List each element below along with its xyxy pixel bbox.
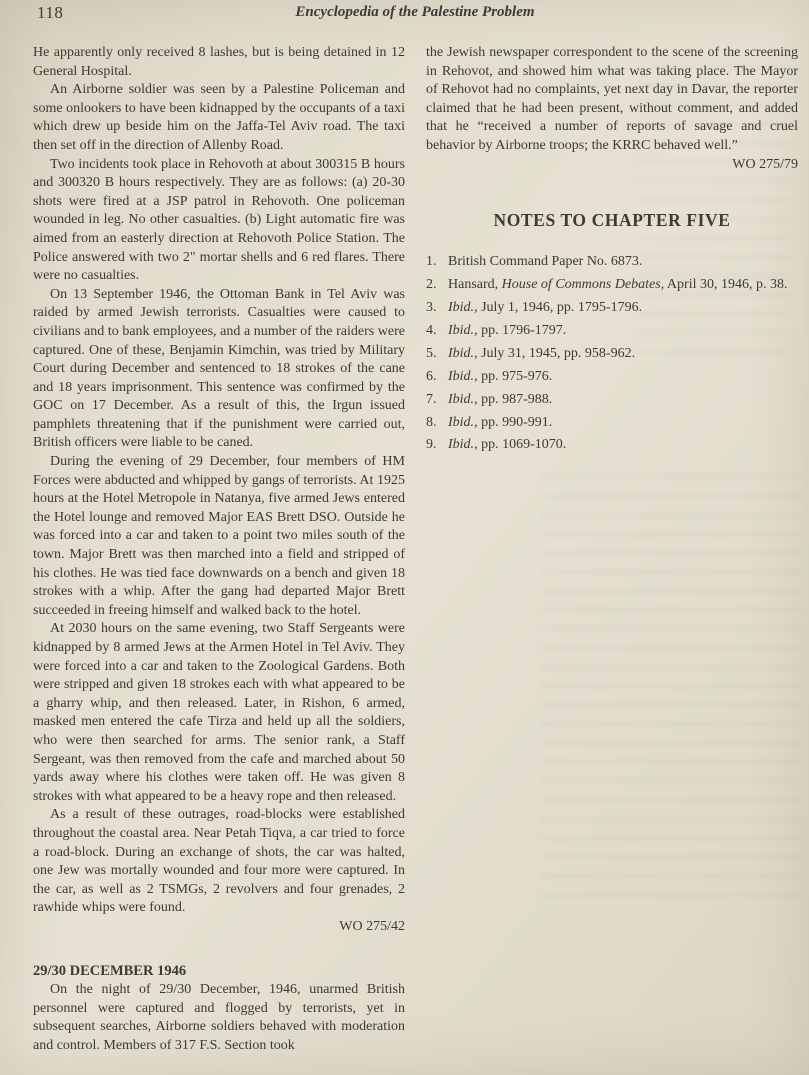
- note-text: [448, 436, 798, 454]
- note-item: [426, 253, 798, 271]
- note-number: 4.: [426, 322, 437, 338]
- paragraph: An Airborne soldier was seen by a Palestine Policeman and some onlookers to have been kidnapped by the occupants of a taxi which drew up beside him on the Jaffa-Tel Aviv road. The taxi then set off in the direction of Allenby Road.: [33, 82, 405, 153]
- note-item: [426, 436, 798, 454]
- note-item: [426, 322, 798, 340]
- note-item: [426, 345, 798, 363]
- paragraph: the Jewish newspaper correspondent to the scene of the screening in Rehovot, and showed him what was taking place. The Mayor of Rehovot had no complaints, yet next day in Davar, the reporter claimed that he had been present, without comment, and added that he “received a number of reports of savage and cruel behavior by Airborne troops; the KRRC behaved well.”: [426, 45, 798, 153]
- note-number: 3.: [426, 299, 437, 315]
- note-text-italic-segment: House of Commons Debates: [501, 277, 661, 293]
- note-text-italic-segment: Ibid.: [448, 391, 475, 407]
- left-column: [33, 44, 405, 1055]
- note-number: 5.: [426, 345, 437, 361]
- note-text-italic-segment: Ibid.: [448, 437, 475, 453]
- note-text-segment: , pp. 990-991.: [474, 414, 553, 430]
- note-text: [448, 276, 798, 294]
- paragraph: On 13 September 1946, the Ottoman Bank in Tel Aviv was raided by armed Jewish terrorists. Casualties were caused to civilians and to bank employees, and a number of the raiders were captured. One of these, Benjamin Kimchin, was tried by Military Court during December and sentenced to 18 strokes of the cane and 18 years imprisonment. This sentence was confirmed by the GOC on 17 December. As a result of this, the Irgun issued pamphlets threatening that if the punishment were carried out, British officers were liable to be caned.: [33, 286, 405, 451]
- note-text-segment: , pp. 1069-1070.: [474, 437, 567, 453]
- note-text-segment: , pp. 987-988.: [474, 391, 553, 407]
- note-text-segment: Hansard,: [448, 277, 502, 293]
- note-text-segment: British Command Paper No. 6873.: [448, 254, 643, 270]
- right-column: [426, 44, 798, 1055]
- paragraph: During the evening of 29 December, four members of HM Forces were abducted and whipped by gangs of terrorists. At 1925 hours at the Hotel Metropole in Natanya, five armed Jews entered the Hotel lounge and removed Major EAS Brett DSO. Outside he was forced into a car and taken to a point two miles south of the town. Major Brett was then marched into a field and stripped of his clothes. He was tied face downwards on a bench and given 18 strokes with a whip. After the gang had departed Major Brett succeeded in freeing himself and walked back to the hotel.: [33, 454, 405, 618]
- note-number: 1.: [426, 254, 437, 270]
- note-text-italic-segment: Ibid.: [448, 322, 475, 338]
- note-text-segment: , July 1, 1946, pp. 1795-1796.: [474, 299, 643, 315]
- note-item: [426, 414, 798, 432]
- note-text: [448, 391, 798, 409]
- paragraph: Two incidents took place in Rehovoth at about 300315 B hours and 300320 B hours respectively. They are as follows: (a) 20-30 shots were fired at a JSP patrol in Rehovoth. One policeman wounded in leg. No other casualties. (b) Light automatic fire was aimed from an easterly direction at Rehovoth Police Station. The Police answered with two 2" mortar shells and 6 red flares. There were no casualties.: [33, 156, 405, 284]
- running-title: Encyclopedia of the Palestine Problem: [295, 4, 535, 20]
- note-text-italic-segment: Ibid.: [448, 345, 475, 361]
- note-text-segment: , pp. 975-976.: [474, 368, 553, 384]
- note-number: 8.: [426, 414, 437, 430]
- note-text: [448, 345, 798, 363]
- note-text: [448, 322, 798, 340]
- note-number: 9.: [426, 437, 437, 453]
- note-text-segment: , July 31, 1945, pp. 958-962.: [474, 345, 636, 361]
- note-text: [448, 253, 798, 271]
- source-citation: WO 275/79: [732, 156, 798, 172]
- note-number: 6.: [426, 368, 437, 384]
- paragraph: At 2030 hours on the same evening, two Staff Sergeants were kidnapped by 8 armed Jews at the Armen Hotel in Tel Aviv. They were forced into a car and taken to the Zoological Gardens. Both were stripped and given 18 strokes each with what appeared to be a gharry whip, and then released. Later, in Rishon, 6 armed, masked men entered the cafe Tirza and held up all the soldiers, who were then searched for arms. The senior rank, a Staff Sergeant, was then removed from the cafe and marched about 50 yards away where his clothes were taken off. He was given 8 strokes with what appeared to be a heavy rope and then released.: [33, 621, 405, 804]
- note-item: [426, 368, 798, 386]
- note-text-segment: , April 30, 1946, p. 38.: [660, 277, 788, 293]
- note-text: [448, 368, 798, 386]
- source-citation: WO 275/42: [339, 918, 405, 934]
- page-number: 118: [37, 3, 64, 22]
- note-text-italic-segment: Ibid.: [448, 414, 475, 430]
- note-text-italic-segment: Ibid.: [448, 368, 475, 384]
- paragraph: As a result of these outrages, road-blocks were established throughout the coastal area. Near Petah Tiqva, a car tried to force a road-block. During an exchange of shots, the car was halted, one Jew was mortally wounded and four more were captured. In the car, as well as 2 TSMGs, 2 revolvers and four grenades, 2 rawhide whips were found.: [33, 807, 405, 916]
- note-item: [426, 276, 798, 294]
- note-text-segment: , pp. 1796-1797.: [474, 322, 567, 338]
- running-head: [33, 3, 797, 27]
- section-heading: 29/30 DECEMBER 1946: [33, 962, 187, 979]
- paragraph: He apparently only received 8 lashes, but is being detained in 12 General Hospital.: [33, 45, 405, 79]
- note-item: [426, 391, 798, 409]
- note-number: 7.: [426, 391, 437, 407]
- note-item: [426, 299, 798, 317]
- paragraph: On the night of 29/30 December, 1946, unarmed British personnel were captured and flogged by terrorists, yet in subsequent searches, Airborne soldiers behaved with moderation and control. Members of 317 F.S. Section took: [33, 982, 405, 1053]
- note-number: 2.: [426, 277, 437, 293]
- notes-chapter-heading: NOTES TO CHAPTER FIVE: [493, 210, 731, 231]
- note-text: [448, 414, 798, 432]
- note-text-italic-segment: Ibid.: [448, 299, 475, 315]
- two-column-text-area: [33, 44, 798, 1055]
- note-text: [448, 299, 798, 317]
